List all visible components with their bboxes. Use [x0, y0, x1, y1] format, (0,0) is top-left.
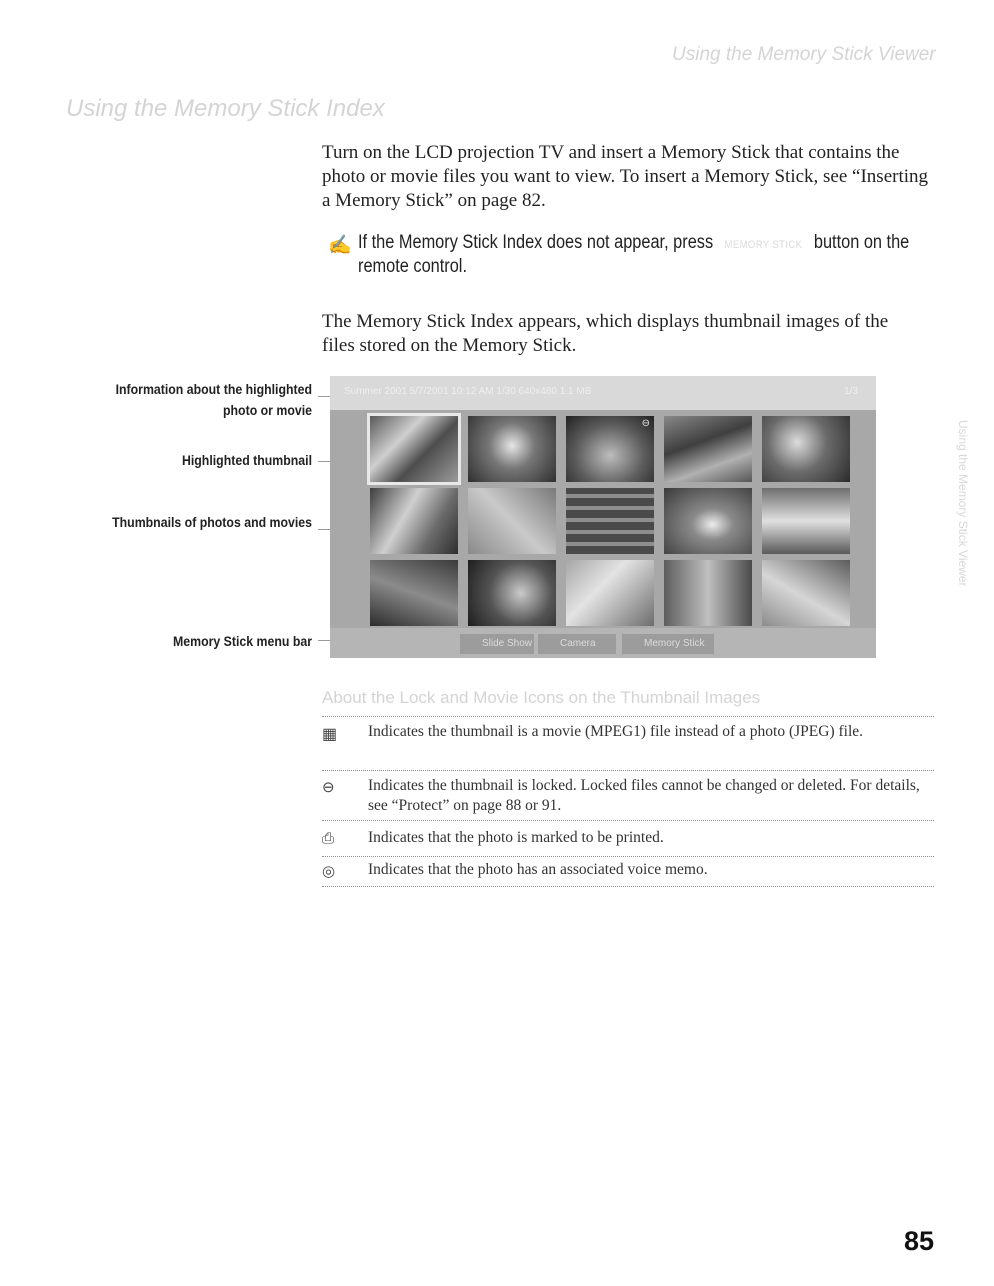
thumbnail[interactable] [566, 560, 654, 626]
menu-memory-stick[interactable]: Memory Stick [622, 634, 714, 654]
thumbnail[interactable] [370, 416, 458, 482]
note-text-before: If the Memory Stick Index does not appear, press [358, 232, 714, 253]
icon-row-movie [322, 720, 934, 771]
movie-icon: ▦ [322, 726, 338, 743]
icon-row-text: Indicates the thumbnail is a movie (MPEG1) file instead of a photo (JPEG) file. [368, 723, 864, 740]
page-indicator: 1/3 [844, 386, 858, 397]
thumbnail-grid [330, 410, 876, 628]
side-tab-label: Using the Memory Stick Viewer [956, 420, 970, 587]
icon-row-voice-memo [322, 858, 934, 887]
thumbnail[interactable] [762, 560, 850, 626]
info-line: Summer 2001 5/7/2001 10:12 AM 1/30 640x480 1.1 MB [344, 386, 592, 397]
note-block [328, 231, 928, 281]
menu-slide-show[interactable]: Slide Show [460, 634, 534, 654]
icon-row-text: Indicates that the photo is marked to be printed. [368, 829, 664, 846]
thumbnail[interactable] [468, 416, 556, 482]
thumbnail[interactable] [664, 416, 752, 482]
icon-row-print [322, 826, 934, 857]
thumbnail[interactable] [370, 560, 458, 626]
intro-paragraph-2: The Memory Stick Index appears, which displays thumbnail images of the files stored on the Memory Stick. [322, 311, 889, 356]
print-mark-icon: ⎙ [322, 831, 335, 847]
icon-table-heading: About the Lock and Movie Icons on the Thumbnail Images [322, 688, 761, 707]
thumbnail[interactable] [468, 488, 556, 554]
callout-highlighted-thumbnail: Highlighted thumbnail [181, 452, 312, 468]
note-pencil-icon: ✍ [328, 235, 352, 256]
thumbnail[interactable] [762, 488, 850, 554]
thumbnail[interactable] [664, 488, 752, 554]
callout-thumbnails: Thumbnails of photos and movies [112, 514, 312, 530]
side-tab [956, 420, 972, 680]
lock-icon: ⊖ [641, 418, 650, 429]
intro-paragraph-1: Turn on the LCD projection TV and insert a Memory Stick that contains the photo or movie files you want to view. To insert a Memory Stick, see “Inserting a Memory Stick” on page 82. [322, 142, 929, 211]
lock-icon: ⊖ [322, 780, 335, 796]
memory-stick-menu-bar [330, 628, 876, 658]
callout-info: Information about the highlighted photo or movie [115, 381, 313, 418]
icon-row-lock [322, 774, 934, 821]
note-line-1 [358, 231, 909, 257]
thumbnail[interactable] [566, 416, 654, 482]
callout-menu-bar: Memory Stick menu bar [173, 633, 312, 649]
icon-row-text: Indicates that the photo has an associated voice memo. [368, 861, 708, 878]
note-line-2: remote control. [358, 256, 467, 277]
memory-stick-button-label: MEMORY STICK [724, 239, 803, 251]
running-header: Using the Memory Stick Viewer [672, 44, 936, 65]
thumbnail[interactable] [370, 488, 458, 554]
icon-row-text: Indicates the thumbnail is locked. Locked files cannot be changed or deleted. For details, see “Protect” on page 88 or 91. [368, 777, 920, 814]
note-text-after: button on the [813, 232, 910, 253]
info-bar [330, 376, 876, 410]
thumbnail[interactable] [468, 560, 556, 626]
menu-camera[interactable]: Camera [538, 634, 616, 654]
voice-memo-icon: ◎ [322, 864, 336, 880]
section-title: Using the Memory Stick Index [66, 95, 385, 122]
thumbnail[interactable] [762, 416, 850, 482]
thumbnail[interactable] [664, 560, 752, 626]
icon-table-top-rule [322, 716, 934, 717]
memory-stick-index-screen [330, 376, 876, 658]
page-number: 85 [903, 1226, 934, 1256]
thumbnail[interactable] [566, 488, 654, 554]
